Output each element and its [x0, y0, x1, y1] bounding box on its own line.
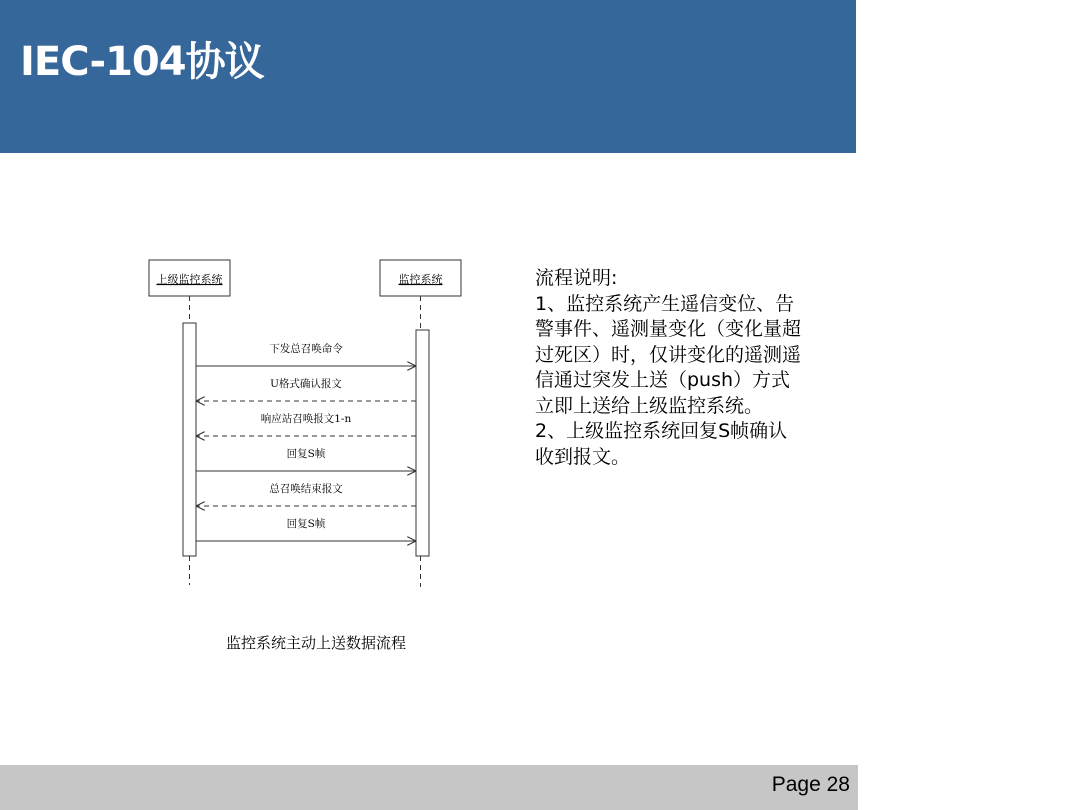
- diagram-caption: 监控系统主动上送数据流程: [226, 634, 407, 652]
- page-number: Page 28: [771, 773, 850, 796]
- message-label-1: 下发总召唤命令: [269, 343, 343, 355]
- message-group: [196, 342, 416, 541]
- right-actor-label: 监控系统: [398, 273, 443, 286]
- left-actor-label: 上级监控系统: [156, 273, 223, 286]
- message-label-6: 回复S帧: [286, 518, 326, 530]
- title-banner: [0, 0, 856, 153]
- description-block: [535, 266, 805, 470]
- message-label-4: 回复S帧: [286, 448, 326, 460]
- description-heading: 流程说明:: [535, 267, 618, 289]
- message-label-5: 总召唤结束报文: [269, 483, 343, 495]
- message-label-3: 响应站召唤报文1-n: [260, 413, 352, 425]
- right-activation-bar: [416, 330, 429, 556]
- left-activation-bar: [183, 323, 196, 556]
- slide-title: IEC-104协议: [20, 39, 264, 85]
- description-item-2: 2、上级监控系统回复S帧确认收到报文。: [535, 420, 788, 468]
- sequence-diagram: [140, 255, 480, 600]
- message-label-2: U格式确认报文: [270, 378, 342, 390]
- sequence-diagram-svg: [140, 255, 480, 600]
- description-item-1: 1、监控系统产生遥信变位、告警事件、遥测量变化（变化量超过死区）时，仅讲变化的遥测遥信通过突发上送（push）方式立即上送给上级监控系统。: [535, 292, 802, 417]
- footer-bar: [0, 765, 858, 810]
